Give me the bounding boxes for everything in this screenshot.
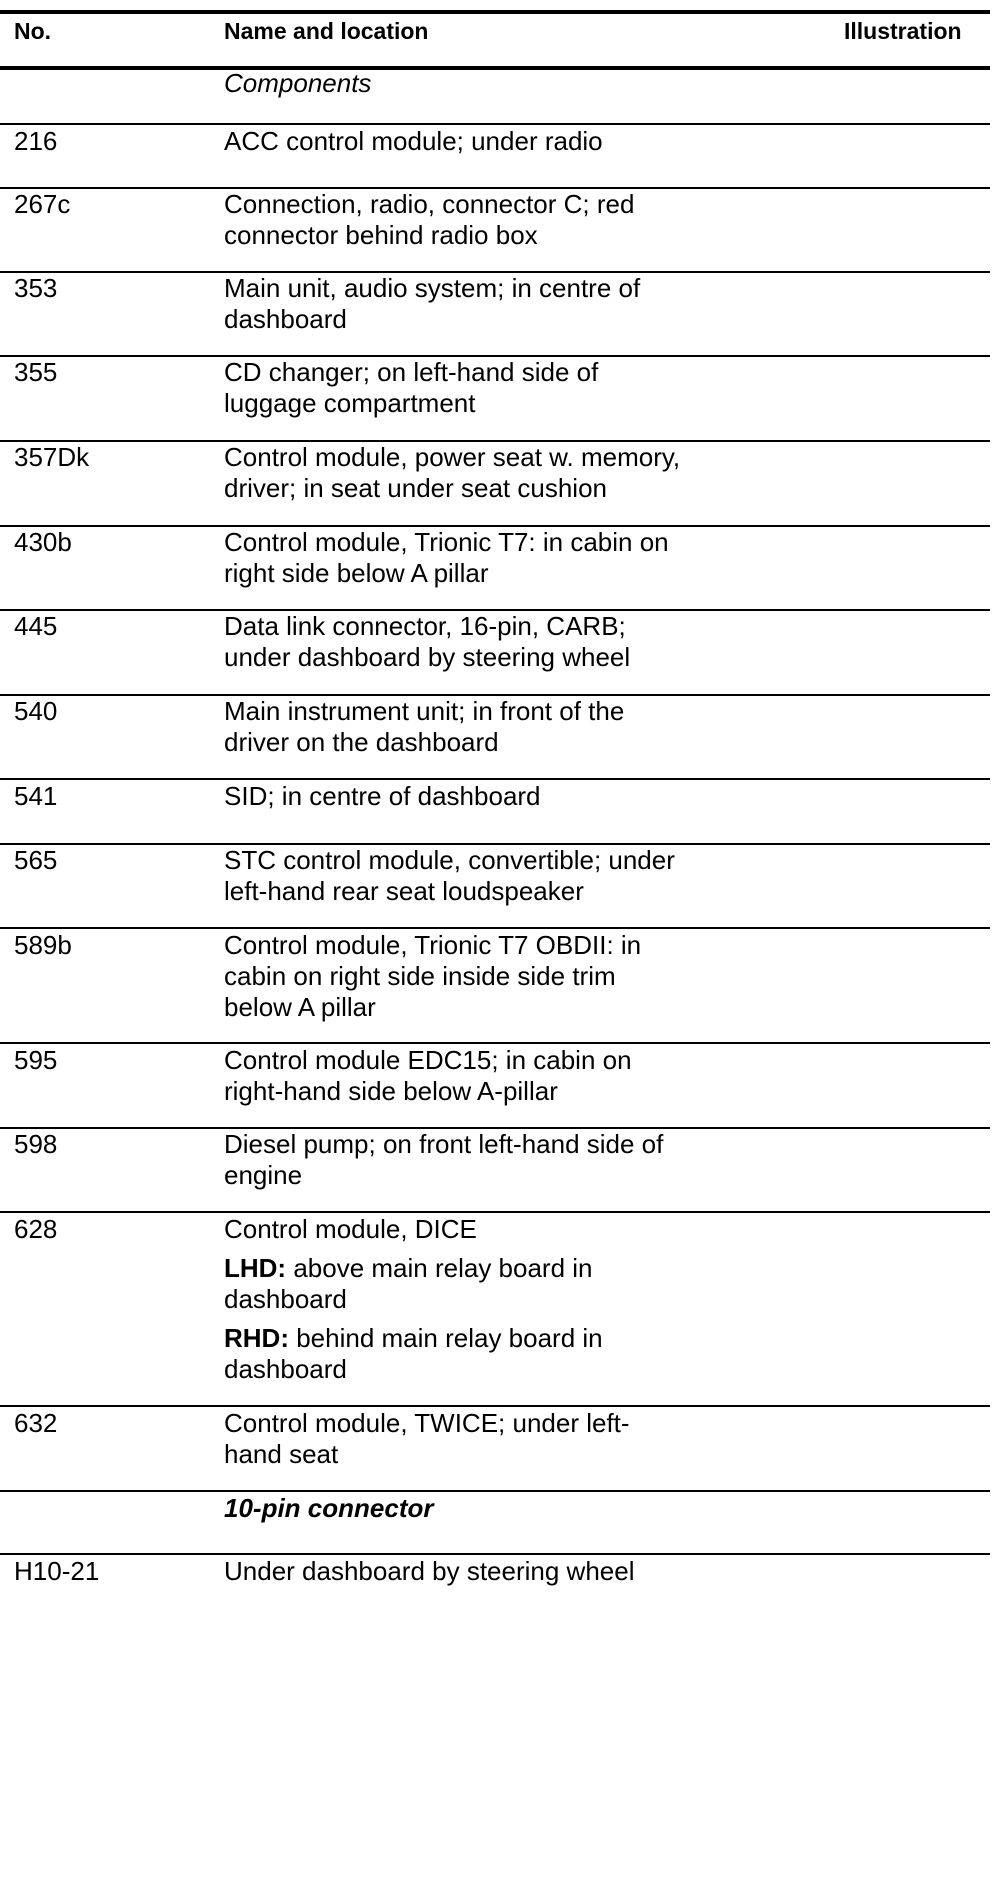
row-description: under dashboard by steering wheel <box>224 642 631 672</box>
row-description: connector behind radio box <box>224 220 538 250</box>
row-description: Control module, power seat w. memory, <box>224 442 681 472</box>
row-description: Control module, Trionic T7: in cabin on <box>224 527 669 557</box>
row-number: 565 <box>14 845 58 875</box>
row-description: Main unit, audio system; in centre of <box>224 273 641 303</box>
sub-label: RHD: <box>224 1323 289 1353</box>
header-no: No. <box>14 18 52 44</box>
row-number: 632 <box>14 1408 58 1438</box>
row-divider <box>0 1211 990 1213</box>
header-name-location: Name and location <box>224 18 429 44</box>
row-description: Control module, DICE <box>224 1214 477 1244</box>
row-sub-entry-rhd <box>224 1323 864 1354</box>
row-divider <box>0 778 990 780</box>
row-description: cabin on right side inside side trim <box>224 961 616 991</box>
row-description: SID; in centre of dashboard <box>224 781 541 811</box>
row-description: Main instrument unit; in front of the <box>224 696 625 726</box>
section-title-10-pin-connector: 10-pin connector <box>224 1493 434 1523</box>
row-number: 628 <box>14 1214 58 1244</box>
row-number: H10-21 <box>14 1556 100 1586</box>
row-description: driver on the dashboard <box>224 727 499 757</box>
row-description: engine <box>224 1160 303 1190</box>
row-description: hand seat <box>224 1439 339 1469</box>
row-description: luggage compartment <box>224 388 476 418</box>
row-number: 357Dk <box>14 442 90 472</box>
row-number: 445 <box>14 611 58 641</box>
row-description: Control module EDC15; in cabin on <box>224 1045 632 1075</box>
row-divider <box>0 1405 990 1407</box>
row-sub-entry-lhd <box>224 1253 864 1284</box>
sub-text: behind main relay board in <box>289 1323 603 1353</box>
row-description: driver; in seat under seat cushion <box>224 473 607 503</box>
row-divider <box>0 123 990 125</box>
row-description: Control module, TWICE; under left- <box>224 1408 630 1438</box>
header-illustration: Illustration <box>844 18 962 44</box>
row-description: Data link connector, 16-pin, CARB; <box>224 611 626 641</box>
row-description: right side below A pillar <box>224 558 489 588</box>
row-description: dashboard <box>224 1354 347 1384</box>
row-description: CD changer; on left-hand side of <box>224 357 599 387</box>
row-description: left-hand rear seat loudspeaker <box>224 876 584 906</box>
row-number: 541 <box>14 781 58 811</box>
row-description: ACC control module; under radio <box>224 126 603 156</box>
row-divider <box>0 1042 990 1044</box>
row-number: 540 <box>14 696 58 726</box>
row-description: Under dashboard by steering wheel <box>224 1556 635 1586</box>
section-divider <box>0 1490 990 1492</box>
row-number: 216 <box>14 126 58 156</box>
row-number: 589b <box>14 930 72 960</box>
row-description: dashboard <box>224 304 347 334</box>
row-number: 267c <box>14 189 71 219</box>
section-title-components: Components <box>224 68 372 98</box>
sub-text: above main relay board in <box>286 1253 593 1283</box>
row-number: 353 <box>14 273 58 303</box>
row-number: 595 <box>14 1045 58 1075</box>
row-divider <box>0 927 990 929</box>
row-number: 430b <box>14 527 72 557</box>
row-number: 598 <box>14 1129 58 1159</box>
row-description: STC control module, convertible; under <box>224 845 675 875</box>
row-description: Connection, radio, connector C; red <box>224 189 635 219</box>
row-description: Control module, Trionic T7 OBDII: in <box>224 930 642 960</box>
sub-label: LHD: <box>224 1253 287 1283</box>
row-description: right-hand side below A-pillar <box>224 1076 558 1106</box>
row-description: Diesel pump; on front left-hand side of <box>224 1129 664 1159</box>
row-description: dashboard <box>224 1284 347 1314</box>
row-description: below A pillar <box>224 992 376 1022</box>
table-top-rule <box>0 10 990 14</box>
row-number: 355 <box>14 357 58 387</box>
row-divider <box>0 1553 990 1555</box>
